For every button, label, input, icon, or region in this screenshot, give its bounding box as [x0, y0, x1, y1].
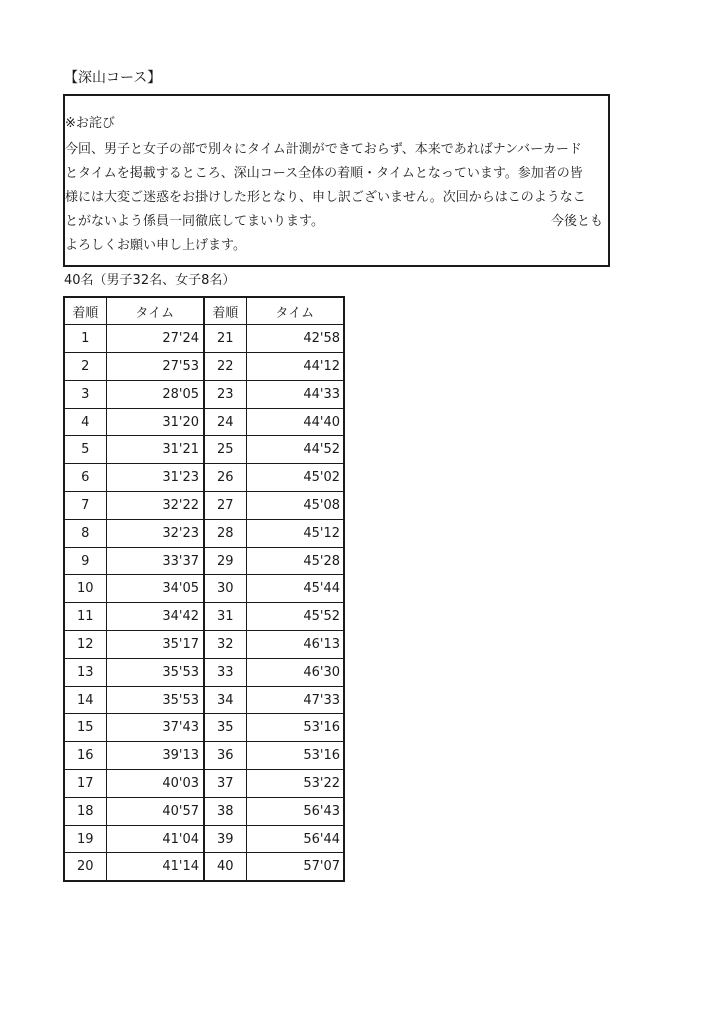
notice-line-5: よろしくお願い申し上げます。	[65, 238, 246, 253]
notice-line-1: 今回、男子と女子の部で別々にタイム計測ができておらず、本来であればナンバーカード	[65, 142, 582, 157]
table-row	[64, 408, 344, 436]
cell-time-left: 40'03	[106, 770, 204, 798]
cell-time-left: 33'37	[106, 547, 204, 575]
cell-time-left: 27'53	[106, 353, 204, 381]
cell-time-right: 46'30	[246, 658, 344, 686]
cell-rank-left: 13	[64, 658, 106, 686]
table-row	[64, 436, 344, 464]
participant-summary: 40名（男子32名、女子8名）	[64, 273, 236, 288]
table-row	[64, 825, 344, 853]
cell-time-right: 45'44	[246, 575, 344, 603]
cell-time-right: 44'52	[246, 436, 344, 464]
notice-line-3: 様には大変ご迷惑をお掛けした形となり、申し訳ございません。次回からはこのようなこ	[65, 190, 586, 205]
table-row	[64, 603, 344, 631]
cell-time-left: 32'23	[106, 519, 204, 547]
cell-rank-right: 27	[204, 492, 246, 520]
cell-rank-left: 12	[64, 631, 106, 659]
table-header-row	[64, 297, 344, 325]
header-rank-right: 着順	[204, 297, 246, 325]
cell-time-left: 34'05	[106, 575, 204, 603]
cell-time-right: 44'12	[246, 353, 344, 381]
notice-line-4-left: とがないよう係員一同徹底してまいります。	[65, 214, 324, 229]
cell-time-left: 41'04	[106, 825, 204, 853]
cell-time-left: 35'17	[106, 631, 204, 659]
cell-rank-left: 14	[64, 686, 106, 714]
cell-rank-left: 3	[64, 380, 106, 408]
cell-rank-left: 18	[64, 797, 106, 825]
table-row	[64, 797, 344, 825]
cell-rank-left: 5	[64, 436, 106, 464]
cell-time-right: 45'12	[246, 519, 344, 547]
cell-rank-right: 34	[204, 686, 246, 714]
table-row	[64, 658, 344, 686]
page-heading: 【深山コース】	[64, 70, 162, 86]
cell-rank-left: 8	[64, 519, 106, 547]
cell-time-right: 45'08	[246, 492, 344, 520]
cell-time-right: 42'58	[246, 325, 344, 353]
cell-time-right: 45'02	[246, 464, 344, 492]
table-row	[64, 519, 344, 547]
cell-rank-right: 38	[204, 797, 246, 825]
apology-notice	[63, 94, 610, 267]
table-row	[64, 492, 344, 520]
cell-time-left: 31'23	[106, 464, 204, 492]
results-body	[64, 325, 344, 881]
cell-rank-left: 6	[64, 464, 106, 492]
notice-title: ※お詫び	[65, 116, 115, 131]
cell-rank-right: 33	[204, 658, 246, 686]
cell-rank-left: 15	[64, 714, 106, 742]
cell-rank-right: 32	[204, 631, 246, 659]
cell-time-right: 45'52	[246, 603, 344, 631]
cell-rank-right: 36	[204, 742, 246, 770]
cell-rank-left: 2	[64, 353, 106, 381]
cell-rank-right: 35	[204, 714, 246, 742]
cell-time-left: 35'53	[106, 658, 204, 686]
cell-rank-right: 39	[204, 825, 246, 853]
cell-rank-left: 9	[64, 547, 106, 575]
cell-time-right: 46'13	[246, 631, 344, 659]
cell-time-left: 27'24	[106, 325, 204, 353]
cell-rank-right: 37	[204, 770, 246, 798]
table-row	[64, 631, 344, 659]
cell-rank-right: 24	[204, 408, 246, 436]
table-row	[64, 714, 344, 742]
cell-time-right: 56'44	[246, 825, 344, 853]
cell-rank-right: 22	[204, 353, 246, 381]
cell-rank-left: 10	[64, 575, 106, 603]
cell-time-left: 41'14	[106, 853, 204, 881]
cell-time-left: 32'22	[106, 492, 204, 520]
results-table	[63, 296, 345, 882]
table-row	[64, 464, 344, 492]
header-rank-left: 着順	[64, 297, 106, 325]
cell-rank-right: 40	[204, 853, 246, 881]
cell-rank-right: 25	[204, 436, 246, 464]
table-row	[64, 353, 344, 381]
table-row	[64, 547, 344, 575]
table-row	[64, 380, 344, 408]
cell-time-left: 31'20	[106, 408, 204, 436]
cell-rank-left: 19	[64, 825, 106, 853]
notice-line-4	[65, 210, 603, 234]
table-row	[64, 686, 344, 714]
cell-time-right: 44'40	[246, 408, 344, 436]
cell-time-left: 34'42	[106, 603, 204, 631]
header-time-left: タイム	[106, 297, 204, 325]
cell-rank-left: 16	[64, 742, 106, 770]
cell-time-right: 57'07	[246, 853, 344, 881]
cell-time-right: 47'33	[246, 686, 344, 714]
cell-time-left: 28'05	[106, 380, 204, 408]
cell-rank-left: 7	[64, 492, 106, 520]
table-row	[64, 742, 344, 770]
cell-rank-right: 23	[204, 380, 246, 408]
cell-time-left: 37'43	[106, 714, 204, 742]
cell-rank-left: 17	[64, 770, 106, 798]
notice-line-2: とタイムを掲載するところ、深山コース全体の着順・タイムとなっています。参加者の皆	[65, 166, 583, 181]
cell-rank-left: 20	[64, 853, 106, 881]
cell-rank-right: 31	[204, 603, 246, 631]
cell-time-left: 40'57	[106, 797, 204, 825]
cell-time-right: 56'43	[246, 797, 344, 825]
cell-time-left: 35'53	[106, 686, 204, 714]
cell-rank-left: 4	[64, 408, 106, 436]
cell-rank-right: 30	[204, 575, 246, 603]
cell-time-left: 39'13	[106, 742, 204, 770]
notice-line-4-right: 今後とも	[550, 214, 603, 229]
cell-time-left: 31'21	[106, 436, 204, 464]
cell-time-right: 53'16	[246, 742, 344, 770]
cell-time-right: 53'16	[246, 714, 344, 742]
table-row	[64, 325, 344, 353]
table-row	[64, 853, 344, 881]
cell-rank-left: 11	[64, 603, 106, 631]
cell-rank-right: 29	[204, 547, 246, 575]
cell-time-right: 45'28	[246, 547, 344, 575]
cell-time-right: 44'33	[246, 380, 344, 408]
cell-time-right: 53'22	[246, 770, 344, 798]
table-row	[64, 770, 344, 798]
cell-rank-right: 28	[204, 519, 246, 547]
cell-rank-right: 26	[204, 464, 246, 492]
table-row	[64, 575, 344, 603]
header-time-right: タイム	[246, 297, 344, 325]
cell-rank-left: 1	[64, 325, 106, 353]
cell-rank-right: 21	[204, 325, 246, 353]
